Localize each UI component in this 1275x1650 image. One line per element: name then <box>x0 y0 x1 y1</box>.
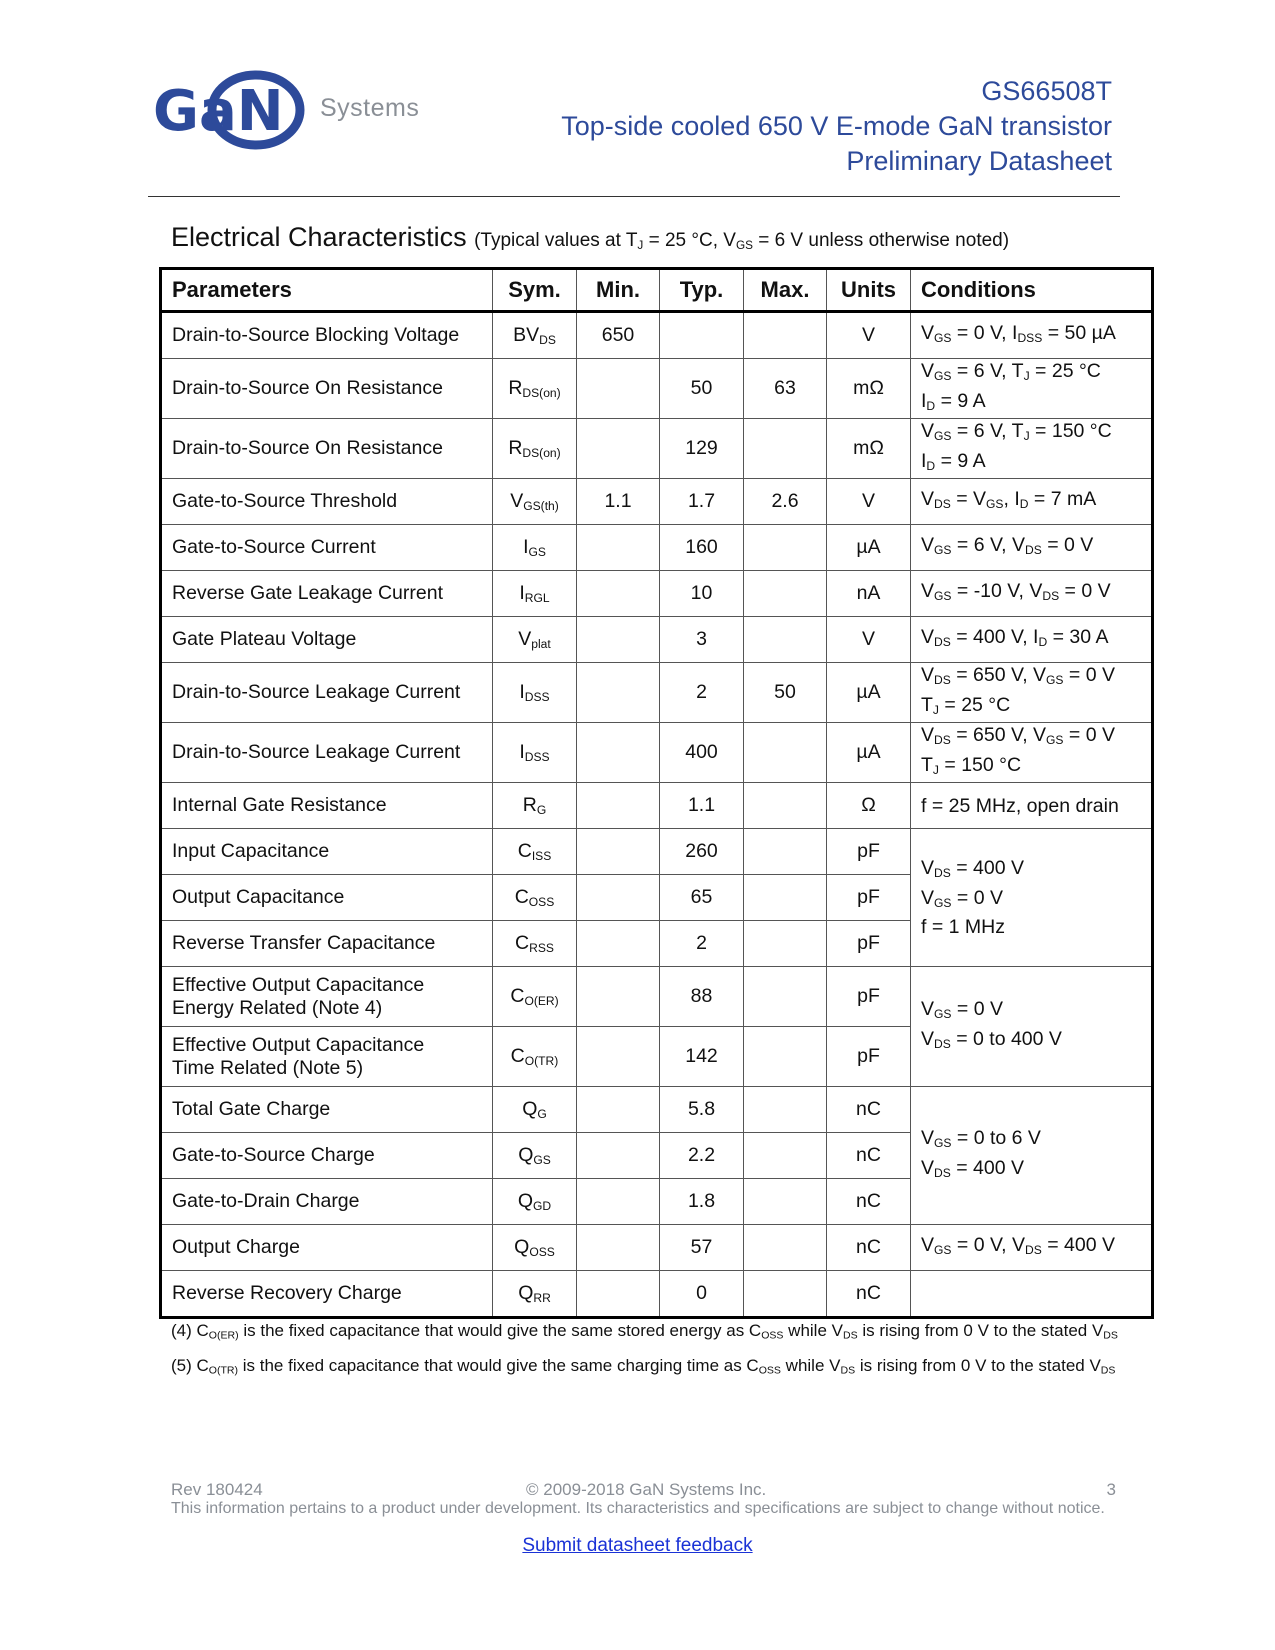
typ-cell: 3 <box>660 617 744 663</box>
unit-cell: nC <box>827 1179 911 1225</box>
param-cell: Drain-to-Source On Resistance <box>161 359 493 419</box>
param-cell: Input Capacitance <box>161 829 493 875</box>
header-min: Min. <box>577 269 660 312</box>
table-row <box>161 1087 1153 1133</box>
param-cell: Drain-to-Source On Resistance <box>161 419 493 479</box>
unit-cell: mΩ <box>827 419 911 479</box>
cond-cell: $V_{GS} = 6$ V, $T_J = 25$ °C $I_D = 9$ A <box>911 359 1153 419</box>
max-cell: 2.6 <box>744 479 827 525</box>
min-cell <box>577 829 660 875</box>
sym-cell: $Q_{RR}$ <box>493 1271 577 1318</box>
doc-subtitle: Top-side cooled 650 V E-mode GaN transistor <box>561 111 1112 141</box>
header-conditions: Conditions <box>911 269 1153 312</box>
param-cell: Gate-to-Source Current <box>161 525 493 571</box>
sym-cell: $Q_G$ <box>493 1087 577 1133</box>
unit-cell: pF <box>827 967 911 1027</box>
min-cell <box>577 921 660 967</box>
feedback-container <box>0 1535 1275 1557</box>
min-cell <box>577 571 660 617</box>
max-cell <box>744 723 827 783</box>
cond-cell: $V_{DS} = V_{GS}$, $I_D = 7$ mA <box>911 479 1153 525</box>
table-row <box>161 479 1153 525</box>
typ-cell: 57 <box>660 1225 744 1271</box>
min-cell <box>577 875 660 921</box>
footnotes <box>171 1316 1118 1385</box>
max-cell <box>744 312 827 359</box>
param-cell: Internal Gate Resistance <box>161 783 493 829</box>
typ-cell: 2 <box>660 921 744 967</box>
unit-cell: µA <box>827 525 911 571</box>
sym-cell: $R_{DS(on)}$ <box>493 359 577 419</box>
min-cell: 1.1 <box>577 479 660 525</box>
table-row <box>161 783 1153 829</box>
max-cell <box>744 1225 827 1271</box>
param-cell: Gate-to-Drain Charge <box>161 1179 493 1225</box>
min-cell <box>577 1087 660 1133</box>
typ-cell: 400 <box>660 723 744 783</box>
unit-cell: pF <box>827 1027 911 1087</box>
param-cell: Output Capacitance <box>161 875 493 921</box>
sym-cell: $C_{O(TR)}$ <box>493 1027 577 1087</box>
typ-cell: 0 <box>660 1271 744 1318</box>
header-divider <box>148 196 1120 197</box>
typ-cell: 88 <box>660 967 744 1027</box>
cond-cell: $V_{DS} = 400$ V $V_{GS} = 0$ V f = 1 MHz <box>911 829 1153 967</box>
cond-cell: f = 25 MHz, open drain <box>911 783 1153 829</box>
typ-cell: 260 <box>660 829 744 875</box>
max-cell <box>744 921 827 967</box>
copyright: © 2009-2018 GaN Systems Inc. <box>526 1480 767 1499</box>
sym-cell: $C_{RSS}$ <box>493 921 577 967</box>
typ-cell: 2 <box>660 663 744 723</box>
max-cell <box>744 783 827 829</box>
cond-cell: $V_{GS} = 0$ V, $V_{DS} = 400$ V <box>911 1225 1153 1271</box>
typ-cell: 160 <box>660 525 744 571</box>
table-row <box>161 312 1153 359</box>
min-cell <box>577 663 660 723</box>
typ-cell: 1.1 <box>660 783 744 829</box>
unit-cell: Ω <box>827 783 911 829</box>
unit-cell: µA <box>827 723 911 783</box>
sym-cell: $C_{OSS}$ <box>493 875 577 921</box>
submit-feedback-link[interactable]: Submit datasheet feedback <box>522 1535 753 1556</box>
unit-cell: V <box>827 617 911 663</box>
max-cell <box>744 829 827 875</box>
header-units: Units <box>827 269 911 312</box>
param-cell: Gate-to-Source Threshold <box>161 479 493 525</box>
unit-cell: pF <box>827 921 911 967</box>
cond-cell: $V_{GS} = 6$ V, $T_J = 150$ °C $I_D = 9$ A <box>911 419 1153 479</box>
max-cell <box>744 617 827 663</box>
param-cell: Gate Plateau Voltage <box>161 617 493 663</box>
param-cell: Drain-to-Source Blocking Voltage <box>161 312 493 359</box>
footnote-5: (5) $C_{O(TR)}$ is the fixed capacitance that would give the same charging time as $C_{OSS}$ while $V_{DS}$ is rising from 0 V to the stated $V_{DS}$ <box>171 1355 1116 1377</box>
typ-cell: 129 <box>660 419 744 479</box>
typ-cell: 142 <box>660 1027 744 1087</box>
sym-cell: $Q_{OSS}$ <box>493 1225 577 1271</box>
typ-cell: 10 <box>660 571 744 617</box>
sym-cell: $I_{DSS}$ <box>493 723 577 783</box>
unit-cell: mΩ <box>827 359 911 419</box>
table-row <box>161 419 1153 479</box>
param-cell: Reverse Gate Leakage Current <box>161 571 493 617</box>
param-cell: Reverse Recovery Charge <box>161 1271 493 1318</box>
sym-cell: $I_{DSS}$ <box>493 663 577 723</box>
revision: Rev 180424 <box>171 1480 263 1499</box>
header-typ: Typ. <box>660 269 744 312</box>
cond-cell: $V_{DS} = 400$ V, $I_D = 30$ A <box>911 617 1153 663</box>
unit-cell: pF <box>827 829 911 875</box>
table-header-row <box>161 269 1153 312</box>
min-cell <box>577 1271 660 1318</box>
table-row <box>161 359 1153 419</box>
section-heading <box>171 222 1009 253</box>
min-cell <box>577 783 660 829</box>
cond-cell: $V_{GS} = 0$ to 6 V $V_{DS} = 400$ V <box>911 1087 1153 1225</box>
header-parameters: Parameters <box>161 269 493 312</box>
max-cell <box>744 571 827 617</box>
footnote-4: (4) $C_{O(ER)}$ is the fixed capacitance that would give the same stored energy as $C_{OSS}$ while $V_{DS}$ is rising from 0 V to the stated $V_{DS}$ <box>171 1321 1118 1342</box>
sym-cell: $I_{RGL}$ <box>493 571 577 617</box>
max-cell <box>744 1087 827 1133</box>
max-cell: 50 <box>744 663 827 723</box>
sym-cell: $V_{plat}$ <box>493 617 577 663</box>
min-cell <box>577 1027 660 1087</box>
cond-cell: $V_{DS} = 650$ V, $V_{GS} = 0$ V $T_J = 25$ °C <box>911 663 1153 723</box>
typ-cell: 5.8 <box>660 1087 744 1133</box>
gan-logo <box>153 70 313 150</box>
cond-cell: $V_{GS} = 0$ V, $I_{DSS} = 50$ µA <box>911 312 1153 359</box>
min-cell <box>577 1225 660 1271</box>
typ-cell: 1.7 <box>660 479 744 525</box>
sym-cell: $C_{O(ER)}$ <box>493 967 577 1027</box>
company-name: Systems <box>320 94 420 122</box>
unit-cell: nC <box>827 1271 911 1318</box>
typ-cell: 2.2 <box>660 1133 744 1179</box>
max-cell <box>744 1133 827 1179</box>
max-cell <box>744 1271 827 1318</box>
param-cell: Gate-to-Source Charge <box>161 1133 493 1179</box>
cond-cell: $V_{DS} = 650$ V, $V_{GS} = 0$ V $T_J = 150$ °C <box>911 723 1153 783</box>
part-number: GS66508T <box>981 76 1112 106</box>
min-cell <box>577 1179 660 1225</box>
max-cell <box>744 967 827 1027</box>
typ-cell: 50 <box>660 359 744 419</box>
param-cell: Drain-to-Source Leakage Current <box>161 663 493 723</box>
table-row <box>161 617 1153 663</box>
typ-cell <box>660 312 744 359</box>
typ-cell: 1.8 <box>660 1179 744 1225</box>
sym-cell: $Q_{GS}$ <box>493 1133 577 1179</box>
table-row <box>161 967 1153 1027</box>
doc-type: Preliminary Datasheet <box>846 146 1112 176</box>
param-cell: Total Gate Charge <box>161 1087 493 1133</box>
electrical-characteristics-table <box>159 267 1154 1319</box>
param-cell: Effective Output Capacitance Energy Related (Note 4) <box>161 967 493 1027</box>
max-cell <box>744 875 827 921</box>
cond-cell: $V_{GS} = 0$ V $V_{DS} = 0$ to 400 V <box>911 967 1153 1087</box>
min-cell <box>577 723 660 783</box>
unit-cell: pF <box>827 875 911 921</box>
table-row <box>161 723 1153 783</box>
sym-cell: $C_{ISS}$ <box>493 829 577 875</box>
max-cell <box>744 525 827 571</box>
unit-cell: µA <box>827 663 911 723</box>
min-cell <box>577 359 660 419</box>
title-block <box>561 74 1112 179</box>
sym-cell: $Q_{GD}$ <box>493 1179 577 1225</box>
min-cell <box>577 525 660 571</box>
sym-cell: $R_G$ <box>493 783 577 829</box>
param-cell: Drain-to-Source Leakage Current <box>161 723 493 783</box>
unit-cell: nC <box>827 1087 911 1133</box>
param-cell: Reverse Transfer Capacitance <box>161 921 493 967</box>
table-row <box>161 1271 1153 1318</box>
table-row <box>161 829 1153 875</box>
cond-cell: $V_{GS} = 6$ V, $V_{DS} = 0$ V <box>911 525 1153 571</box>
max-cell <box>744 1027 827 1087</box>
unit-cell: V <box>827 312 911 359</box>
sym-cell: $V_{GS(th)}$ <box>493 479 577 525</box>
min-cell: 650 <box>577 312 660 359</box>
min-cell <box>577 1133 660 1179</box>
cond-cell: $V_{GS} = -10$ V, $V_{DS} = 0$ V <box>911 571 1153 617</box>
header-max: Max. <box>744 269 827 312</box>
section-title: Electrical Characteristics <box>171 222 467 252</box>
table-row <box>161 663 1153 723</box>
min-cell <box>577 617 660 663</box>
min-cell <box>577 967 660 1027</box>
table-row <box>161 525 1153 571</box>
logo-text: GaN <box>153 79 284 144</box>
param-cell: Output Charge <box>161 1225 493 1271</box>
typ-cell: 65 <box>660 875 744 921</box>
unit-cell: V <box>827 479 911 525</box>
table-row <box>161 1225 1153 1271</box>
unit-cell: nC <box>827 1133 911 1179</box>
max-cell <box>744 419 827 479</box>
cond-cell <box>911 1271 1153 1318</box>
sym-cell: $BV_{DS}$ <box>493 312 577 359</box>
table-row <box>161 571 1153 617</box>
unit-cell: nC <box>827 1225 911 1271</box>
param-cell: Effective Output Capacitance Time Related (Note 5) <box>161 1027 493 1087</box>
sym-cell: $I_{GS}$ <box>493 525 577 571</box>
sym-cell: $R_{DS(on)}$ <box>493 419 577 479</box>
max-cell: 63 <box>744 359 827 419</box>
min-cell <box>577 419 660 479</box>
section-note: (Typical values at $T_J = 25$ °C, $V_{GS} = 6$ V unless otherwise noted) <box>474 230 1010 252</box>
header-sym: Sym. <box>493 269 577 312</box>
unit-cell: nA <box>827 571 911 617</box>
page-number: 3 <box>1106 1480 1116 1499</box>
max-cell <box>744 1179 827 1225</box>
development-notice: This information pertains to a product under development. Its characteristics and specifications are subject to change without notice. <box>171 1500 1105 1517</box>
